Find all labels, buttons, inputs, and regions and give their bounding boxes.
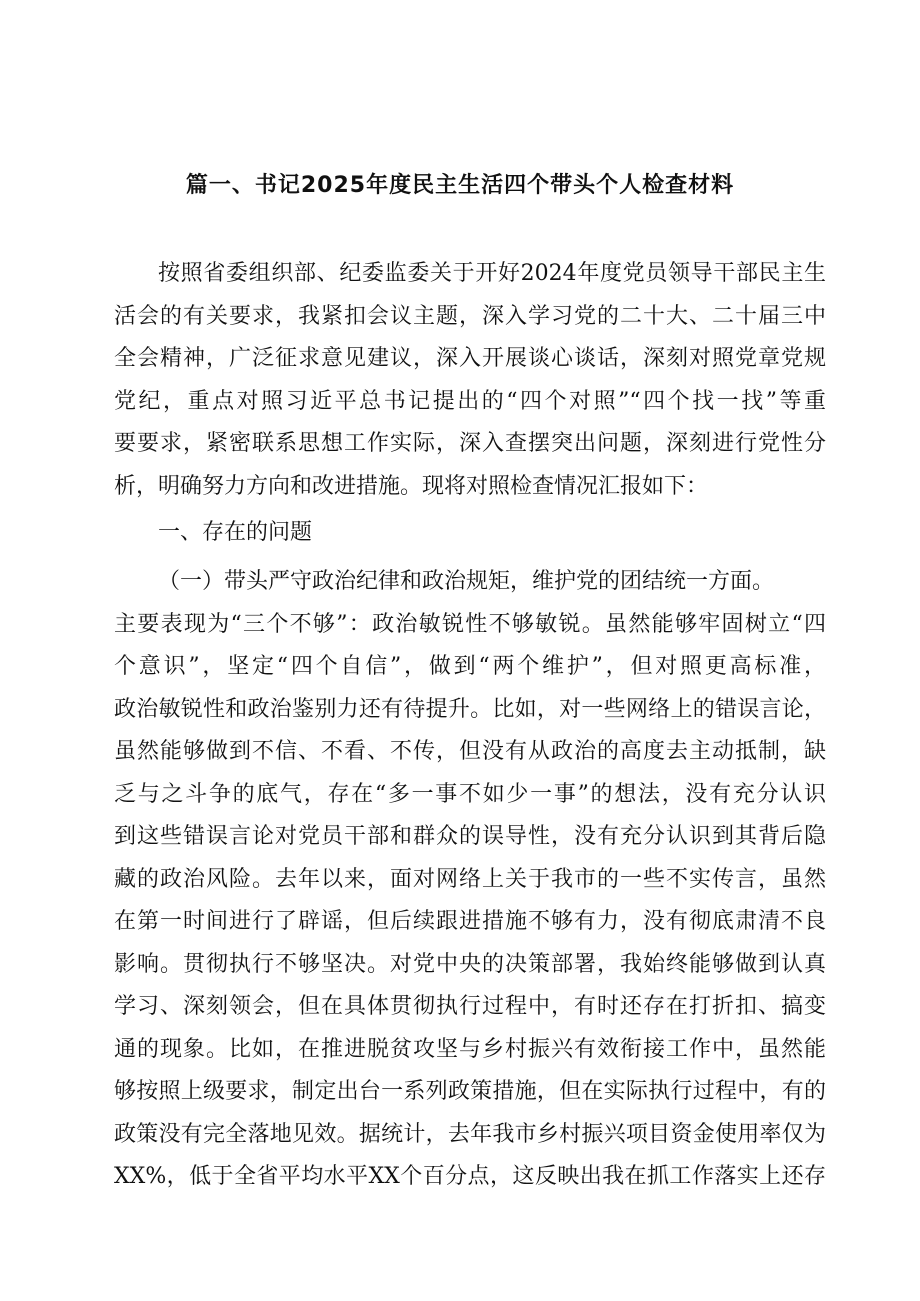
paragraph-line: 在第一时间进行了辟谣，但后续跟进措施不够有力，没有彻底肃清不良 [114, 909, 826, 934]
paragraph-line: 影响。贯彻执行不够坚决。对党中央的决策部署，我始终能够做到认真 [114, 951, 826, 977]
section-heading: 一、存在的问题 [158, 520, 313, 545]
paragraph-line: 虽然能够做到不信、不看、不传，但没有从政治的高度去主动抵制，缺 [114, 739, 826, 764]
paragraph-line: 学习、深刻领会，但在具体贯彻执行过程中，有时还存在打折扣、搞变 [114, 994, 826, 1019]
intro-line: 活会的有关要求，我紧扣会议主题，深入学习党的二十大、二十届三中 [114, 303, 826, 329]
document-title: 篇一、书记2025年度民主生活四个带头个人检查材料 [185, 173, 735, 198]
intro-line: 要要求，紧密联系思想工作实际，深入查摆突出问题，深刻进行党性分 [114, 431, 826, 456]
paragraph-line: XX%，低于全省平均水平XX个百分点，这反映出我在抓工作落实上还存 [114, 1164, 826, 1189]
paragraph-line: 藏的政治风险。去年以来，面对网络上关于我市的一些不实传言，虽然 [114, 866, 826, 892]
intro-line: 全会精神，广泛征求意见建议，深入开展谈心谈话，深刻对照党章党规 [114, 346, 826, 371]
paragraph-line: 乏与之斗争的底气，存在“多一事不如少一事”的想法，没有充分认识 [114, 781, 826, 807]
paragraph-line: （一）带头严守政治纪律和政治规矩，维护党的团结统一方面。 [158, 569, 775, 594]
paragraph-line: 个意识”，坚定“四个自信”，做到“两个维护”，但对照更高标准， [114, 654, 826, 679]
paragraph-line: 够按照上级要求，制定出台一系列政策措施，但在实际执行过程中，有的 [114, 1079, 826, 1104]
paragraph-line: 政治敏锐性和政治鉴别力还有待提升。比如，对一些网络上的错误言论， [114, 696, 826, 722]
paragraph-line: 通的现象。比如，在推进脱贫攻坚与乡村振兴有效衔接工作中，虽然能 [114, 1036, 826, 1062]
intro-line: 析，明确努力方向和改进措施。现将对照检查情况汇报如下： [114, 473, 709, 499]
paragraph-line: 政策没有完全落地见效。据统计，去年我市乡村振兴项目资金使用率仅为 [114, 1121, 826, 1147]
problem-paragraph [114, 561, 826, 1199]
paragraph-line: 到这些错误言论对党员干部和群众的误导性，没有充分认识到其背后隐 [114, 824, 826, 849]
intro-line: 党纪，重点对照习近平总书记提出的“四个对照”“四个找一找”等重 [114, 388, 826, 414]
paragraph-line: 主要表现为“三个不够”：政治敏锐性不够敏锐。虽然能够牢固树立“四 [114, 611, 826, 637]
intro-paragraph [114, 253, 826, 508]
intro-line: 按照省委组织部、纪委监委关于开好2024年度党员领导干部民主生 [158, 261, 826, 286]
